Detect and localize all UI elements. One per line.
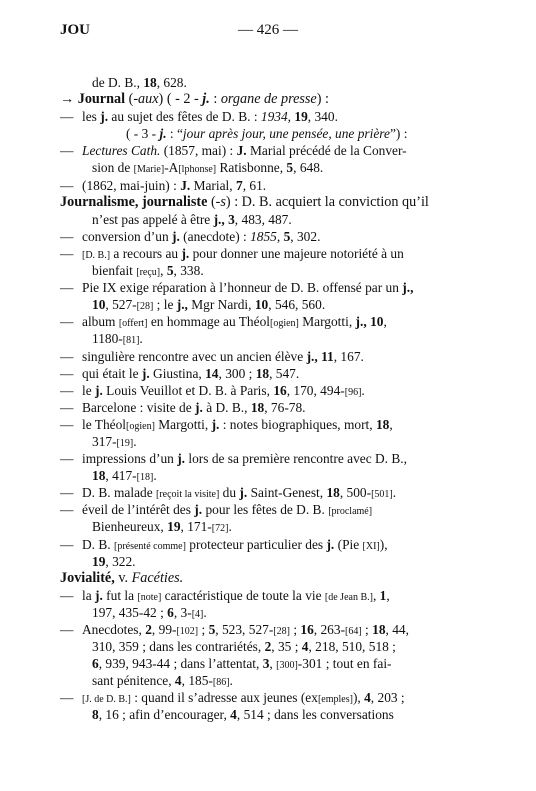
text-run: J. — [180, 177, 191, 193]
text-run: , — [269, 656, 277, 672]
text-run: [lphonse] — [178, 164, 217, 176]
text-run: à D. B., — [202, 399, 251, 415]
text-run: Louis Veuillot et D. B. à Paris, — [102, 382, 274, 398]
text-run: , 547. — [269, 365, 300, 381]
text-run: j. — [172, 228, 180, 244]
index-continuation — [60, 467, 464, 484]
text-run: [96] — [344, 386, 362, 398]
text-run: Jovialité, — [60, 569, 115, 586]
text-run: [note] — [137, 591, 162, 603]
text-run: — — [60, 348, 74, 364]
text-run: 16 — [300, 622, 314, 637]
index-continuation — [60, 655, 464, 672]
text-run: organe de presse — [220, 91, 317, 108]
text-run: le — [82, 382, 96, 398]
index-continuation — [60, 672, 464, 689]
index-continuation — [60, 125, 464, 142]
text-run: — — [60, 451, 74, 467]
text-run: qui était le — [82, 365, 142, 381]
running-head: JOU — [60, 22, 90, 38]
text-run: , 939, 943-44 ; dans l’attentat, — [98, 656, 263, 672]
text-run: Giustina, — [149, 365, 206, 381]
text-run: 4 — [174, 673, 182, 689]
text-run: 3 — [228, 211, 235, 227]
text-run: 6 — [167, 604, 174, 620]
text-run: j., — [402, 280, 414, 296]
text-run: . — [392, 485, 397, 501]
text-run: [81] — [122, 335, 140, 347]
text-run: ; — [361, 622, 373, 637]
text-run: j. — [211, 416, 220, 432]
text-run: ; le — [153, 297, 177, 313]
index-continuation — [60, 433, 464, 450]
text-run: lors de sa première rencontre avec D. B., — [185, 451, 407, 467]
text-run: — — [60, 587, 74, 603]
text-run: [72] — [211, 523, 229, 535]
index-continuation — [60, 706, 464, 723]
text-run: . — [139, 331, 143, 347]
text-run: 310, 359 ; dans les contrariétés, — [92, 639, 265, 655]
index-subentry — [60, 536, 464, 553]
index-continuation — [60, 604, 464, 621]
text-run: Pie IX exige réparation à l’honneur de D. B. offensé par un — [82, 280, 403, 296]
text-run: (Pie — [334, 536, 363, 552]
text-run: j. — [239, 485, 248, 501]
text-run: protecteur particulier des — [185, 536, 327, 552]
text-run: [XI] — [362, 540, 380, 552]
text-run: ; — [198, 622, 209, 637]
text-run: — — [60, 382, 74, 398]
text-run: , 300 ; — [218, 365, 256, 381]
text-run: , 61. — [242, 177, 267, 193]
text-run: j. — [159, 126, 167, 142]
text-run: pour les fêtes de D. B. — [202, 502, 329, 518]
text-run: Facéties. — [131, 569, 184, 586]
text-run: de D. B., — [92, 75, 144, 90]
index-continuation — [60, 159, 464, 176]
text-run: j., — [213, 211, 225, 227]
text-run: 19 — [92, 553, 106, 569]
text-run: 19 — [294, 109, 308, 125]
text-run: n’est pas appelé à être — [92, 211, 214, 227]
text-run: , 340. — [307, 109, 338, 125]
text-run: , 203 ; — [370, 690, 405, 706]
text-run: , 263- — [313, 622, 346, 637]
text-run: — — [60, 177, 74, 193]
text-run: ( - 3 - — [126, 126, 160, 142]
text-run: , 546, 560. — [268, 297, 326, 313]
text-run: ), — [379, 536, 388, 552]
text-run: 5 — [283, 228, 291, 244]
text-run: , — [386, 587, 390, 603]
text-run: . — [153, 468, 157, 484]
text-run: Anecdotes, — [82, 622, 146, 637]
text-run: — — [60, 502, 74, 518]
text-run: impressions d’un — [82, 451, 178, 467]
text-run: [reçu] — [136, 267, 161, 279]
text-run: sion de — [92, 160, 134, 176]
text-run: j., — [355, 314, 367, 330]
text-run: Ratisbonne, — [216, 160, 287, 176]
index-continuation — [60, 638, 464, 655]
text-run: . — [229, 673, 233, 689]
text-run: 14 — [205, 365, 219, 381]
text-run: D. B. malade — [82, 485, 157, 501]
text-run: [28] — [273, 626, 290, 637]
text-run: [J. de D. B.] — [82, 694, 131, 706]
text-run: , 648. — [293, 160, 324, 176]
text-run: v. — [114, 569, 132, 586]
text-run: j. — [195, 399, 203, 415]
text-run: Margotti, — [298, 314, 356, 330]
text-run: [18] — [136, 472, 154, 484]
text-run: conversion d’un — [82, 228, 172, 244]
text-run: [86] — [212, 677, 230, 689]
text-run: , 628. — [156, 75, 187, 90]
text-run: éveil de l’intérêt des — [82, 502, 195, 518]
text-run: -301 ; tout en fai- — [297, 656, 392, 672]
text-run: , 338. — [173, 263, 204, 279]
text-run: 11 — [321, 348, 334, 364]
text-run: 1180- — [92, 331, 123, 347]
text-run: ( — [207, 193, 216, 210]
text-run: — — [60, 690, 74, 706]
text-run: j. — [100, 109, 109, 125]
text-run: — — [60, 399, 74, 415]
text-run: : “ — [166, 126, 183, 142]
text-run: , 527- — [105, 297, 137, 313]
text-run: ) : D. B. acquiert la conviction qu’il — [225, 193, 429, 210]
text-run: 10 — [370, 314, 384, 330]
text-run: , — [160, 263, 167, 279]
text-run: [de Jean B.] — [324, 591, 373, 603]
text-run: j. — [194, 502, 203, 518]
text-run: 18 — [372, 622, 386, 637]
text-run: → — [60, 91, 78, 108]
text-run: 18 — [143, 75, 157, 90]
text-run: [ogien] — [126, 420, 155, 432]
index-continuation — [60, 296, 464, 313]
index-subentry — [60, 228, 464, 245]
page-header — [0, 22, 536, 42]
text-run: j., — [176, 297, 188, 313]
text-run: Lectures Cath. — [82, 143, 161, 159]
text-run: , 76-78. — [264, 399, 306, 415]
index-subentry — [60, 399, 464, 416]
text-run: le Théol — [82, 416, 127, 432]
text-run: -s — [215, 193, 226, 210]
text-run: 16 — [273, 382, 287, 398]
text-run: — — [60, 536, 74, 552]
text-run: [D. B.] — [82, 249, 111, 261]
text-run: , 99- — [151, 622, 177, 637]
text-run: 18 — [326, 485, 340, 501]
text-run: 1 — [379, 587, 387, 603]
text-run: [64] — [345, 626, 362, 637]
text-run: Mgr Nardi, — [187, 297, 255, 313]
index-subentry — [60, 365, 464, 382]
text-run: [28] — [136, 301, 154, 313]
text-run: . — [361, 382, 365, 398]
text-run: , 35 ; — [271, 639, 302, 655]
text-run: , 44, — [385, 622, 409, 637]
text-run: [ogien] — [269, 318, 299, 330]
text-run: 1855, — [250, 228, 281, 244]
text-run: 2 — [145, 622, 152, 637]
index-subentry — [60, 142, 464, 159]
text-run: 317- — [92, 433, 117, 449]
text-run: , 3- — [173, 604, 192, 620]
text-run: [300] — [276, 660, 298, 672]
text-run: , 500- — [339, 485, 372, 501]
text-run: au sujet des fêtes de D. B. : — [108, 109, 261, 125]
text-run: , — [383, 314, 387, 330]
text-run: ; — [289, 622, 301, 637]
text-run: — — [60, 365, 74, 381]
text-run: — — [60, 228, 74, 244]
index-subentry — [60, 245, 464, 262]
text-run: ”) : — [389, 126, 408, 142]
text-run: . — [203, 604, 207, 620]
text-run: [102] — [176, 626, 199, 637]
text-run: ) : — [316, 91, 329, 108]
text-run: , 170, 494- — [286, 382, 345, 398]
index-continuation — [60, 518, 464, 535]
index-continuation — [60, 330, 464, 347]
index-continuation — [60, 262, 464, 279]
index-subentry — [60, 382, 464, 399]
text-run: 18 — [255, 365, 270, 381]
index-entry-heading — [60, 570, 464, 587]
text-run: caractéristique de toute la vie — [161, 587, 325, 603]
text-run: , 16 ; afin d’encourager, — [98, 707, 231, 723]
text-run: — — [60, 143, 74, 159]
text-run: la — [82, 587, 96, 603]
text-run: , 185- — [181, 673, 213, 689]
text-run: , 302. — [290, 228, 321, 244]
index-subentry — [60, 501, 464, 518]
text-run: sant pénitence, — [92, 673, 175, 689]
index-subentry — [60, 279, 464, 296]
index-subentry — [60, 450, 464, 467]
text-run: (anecdote) : — [179, 228, 251, 244]
text-run: j. — [181, 245, 190, 261]
text-run: — — [60, 485, 74, 501]
text-run: , — [372, 587, 380, 603]
index-subentry — [60, 348, 464, 365]
text-run: 7 — [235, 177, 243, 193]
text-run: les — [82, 109, 101, 125]
text-run: bienfait — [92, 263, 137, 279]
text-run: 5 — [166, 263, 174, 279]
text-run: [proclamé] — [328, 506, 373, 518]
text-run: [Marie] — [133, 164, 165, 176]
text-run: [présenté comme] — [114, 540, 186, 552]
text-run: , 322. — [105, 553, 136, 569]
text-run: [501] — [371, 489, 393, 501]
text-run: j. — [95, 382, 103, 398]
text-run: , 523, 527- — [215, 622, 274, 637]
text-run: , — [389, 416, 393, 432]
text-run: 10 — [254, 297, 269, 313]
text-run: — — [60, 109, 74, 125]
text-run: — — [60, 280, 74, 296]
text-run: fut la — [102, 587, 138, 603]
text-run: j. — [95, 587, 103, 603]
text-run: 5 — [286, 160, 294, 176]
text-run: Bienheureux, — [92, 519, 168, 535]
text-run: 4 — [230, 707, 237, 723]
index-entry-heading — [60, 91, 464, 108]
page-number: — 426 — — [238, 22, 298, 38]
text-run: Marial précédé de la Conver- — [246, 143, 407, 159]
text-run: pour donner une majeure notoriété à un — [189, 245, 404, 261]
text-run: — — [60, 245, 74, 261]
text-run: a recours au — [110, 245, 182, 261]
text-run: , 483, 487. — [234, 211, 292, 227]
text-run: -aux — [133, 91, 159, 108]
text-run: . — [228, 519, 232, 535]
text-run: , 167. — [333, 348, 364, 364]
text-run: [19] — [116, 437, 134, 449]
index-continuation — [60, 553, 464, 570]
text-run: [offert] — [118, 318, 148, 330]
index-subentry — [60, 108, 464, 125]
text-run: . — [133, 433, 137, 449]
text-run: 1934, — [260, 109, 292, 125]
text-run: j. — [202, 91, 210, 108]
text-run: du — [219, 485, 240, 501]
text-run: ), — [352, 690, 365, 706]
text-run: , 417- — [105, 468, 137, 484]
index-subentry — [60, 313, 464, 330]
text-run: , 514 ; dans les conversations — [236, 707, 394, 723]
index-continuation — [60, 211, 464, 228]
index-entry-heading — [60, 194, 464, 211]
index-text — [60, 74, 464, 724]
index-subentry — [60, 689, 464, 706]
text-run: 5 — [208, 622, 216, 637]
index-subentry — [60, 484, 464, 501]
text-run: 10 — [92, 297, 106, 313]
text-run: D. B. — [82, 536, 114, 552]
text-run: 4 — [301, 639, 309, 655]
index-subentry — [60, 416, 464, 433]
text-run: (1862, mai-juin) : — [82, 177, 181, 193]
text-run: Margotti, — [154, 416, 212, 432]
text-run: 6 — [92, 656, 99, 672]
text-run: 18 — [92, 468, 106, 484]
text-run: j. — [141, 365, 150, 381]
text-run: : notes biographiques, mort, — [219, 416, 376, 432]
text-run: [4] — [191, 608, 204, 620]
index-subentry — [60, 177, 464, 194]
text-run: Saint-Genest, — [247, 485, 327, 501]
text-run: Barcelone : visite de — [82, 399, 196, 415]
text-run: : — [209, 91, 221, 108]
text-run: : quand il s’adresse aux jeunes (ex — [130, 690, 318, 706]
text-run: , 171- — [180, 519, 212, 535]
text-run: -A — [164, 160, 179, 176]
text-run: [reçoit la visite] — [156, 489, 220, 501]
text-run: J. — [236, 143, 247, 159]
text-run: 19 — [167, 519, 181, 535]
text-run: [emples] — [317, 694, 353, 706]
index-subentry — [60, 621, 464, 638]
text-run: 2 — [264, 639, 272, 655]
text-run: jour après jour, une pensée, une prière — [182, 126, 390, 142]
index-subentry — [60, 587, 464, 604]
text-run: en hommage au Théol — [147, 314, 270, 330]
text-run: — — [60, 314, 74, 330]
index-continuation — [60, 74, 464, 91]
text-run: , 218, 510, 518 ; — [308, 639, 396, 655]
text-run: j. — [177, 451, 186, 467]
text-run: album — [82, 314, 119, 330]
text-run: 18 — [250, 399, 265, 415]
text-run: j., — [306, 348, 318, 364]
text-run: singulière rencontre avec un ancien élève — [82, 348, 307, 364]
text-run: 8 — [92, 707, 99, 723]
text-run: ( — [125, 91, 134, 108]
text-run: — — [60, 416, 74, 432]
text-run: 3 — [262, 656, 270, 672]
text-run: 18 — [375, 416, 390, 432]
text-run: Journalisme, journaliste — [60, 193, 208, 210]
text-run: 197, 435-42 ; — [92, 604, 168, 620]
text-run: j. — [326, 536, 335, 552]
text-run: ) ( - 2 - — [158, 91, 203, 108]
text-run: (1857, mai) : — [160, 143, 237, 159]
text-run: Journal — [77, 91, 126, 108]
text-run: — — [60, 622, 74, 637]
text-run: 4 — [364, 690, 371, 706]
text-run: Marial, — [190, 177, 236, 193]
